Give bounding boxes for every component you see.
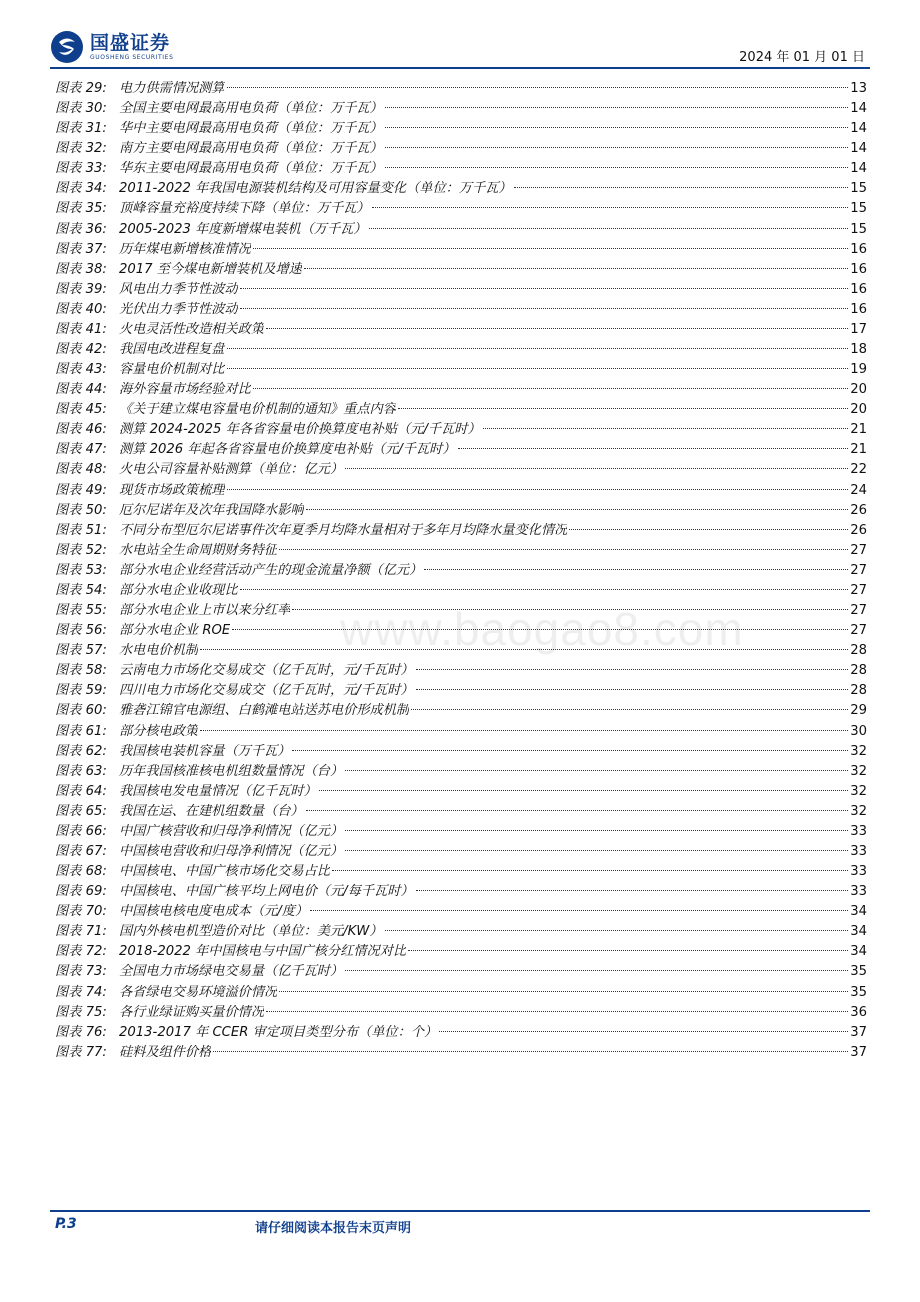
toc-entry-page: 32 [850,743,867,759]
toc-entry-label: 图表 31: [55,121,107,137]
table-of-figures [55,79,867,1063]
toc-leader-dots [398,408,848,409]
toc-entry-page: 18 [850,342,867,358]
toc-leader-dots [213,1051,848,1052]
toc-entry[interactable] [55,862,867,882]
toc-entry-label: 图表 42: [55,342,107,358]
toc-entry-page: 35 [850,984,867,1000]
toc-entry-page: 21 [850,442,867,458]
toc-entry-label: 图表 66: [55,823,107,839]
toc-entry[interactable] [55,420,867,440]
toc-entry[interactable] [55,340,867,360]
toc-entry-page: 27 [850,582,867,598]
toc-leader-dots [240,589,849,590]
toc-entry[interactable] [55,882,867,902]
toc-entry-label: 图表 32: [55,141,107,157]
toc-entry-label: 图表 60: [55,703,107,719]
toc-entry-title: 火电公司容量补贴测算（单位：亿元） [119,462,344,478]
toc-entry[interactable] [55,681,867,701]
toc-entry[interactable] [55,179,867,199]
toc-leader-dots [304,268,848,269]
toc-entry-title: 中国核电核电度电成本（元/度） [119,904,309,920]
toc-leader-dots [514,187,849,188]
toc-entry-title: 水电电价机制 [119,643,199,659]
toc-entry-page: 28 [850,663,867,679]
toc-entry-title: 现货市场政策梳理 [119,482,225,498]
toc-leader-dots [240,288,849,289]
toc-entry[interactable] [55,1003,867,1023]
toc-entry[interactable] [55,260,867,280]
toc-entry-page: 33 [850,843,867,859]
toc-entry-title: 火电灵活性改造相关政策 [119,321,265,337]
toc-entry-title: 2017 至今煤电新增装机及增速 [119,261,302,277]
toc-entry-page: 32 [850,803,867,819]
toc-entry[interactable] [55,400,867,420]
toc-entry-title: 测算 2024-2025 年各省容量电价换算度电补贴（元/千瓦时） [119,422,481,438]
toc-entry-label: 图表 37: [55,241,107,257]
toc-leader-dots [332,870,848,871]
toc-entry-label: 图表 39: [55,281,107,297]
toc-entry-label: 图表 63: [55,763,107,779]
toc-leader-dots [266,328,848,329]
header-divider [50,67,870,69]
toc-entry-page: 14 [850,121,867,137]
watermark: www.baogao8.com [340,603,744,655]
toc-entry-page: 36 [850,1004,867,1020]
toc-entry[interactable] [55,802,867,822]
toc-entry[interactable] [55,501,867,521]
toc-leader-dots [411,709,848,710]
toc-leader-dots [385,107,848,108]
toc-leader-dots [385,147,848,148]
toc-entry[interactable] [55,983,867,1003]
toc-entry[interactable] [55,661,867,681]
toc-entry-label: 图表 70: [55,904,107,920]
toc-entry-title: 测算 2026 年起各省容量电价换算度电补贴（元/千瓦时） [119,442,456,458]
toc-leader-dots [292,750,848,751]
toc-entry-title: 电力供需情况测算 [119,81,225,96]
toc-leader-dots [319,790,848,791]
toc-entry-title: 国内外核电机型造价对比（单位：美元/KW） [119,924,383,940]
toc-entry[interactable] [55,159,867,179]
toc-entry-title: 历年煤电新增核准情况 [119,241,251,257]
toc-entry[interactable] [55,521,867,541]
toc-leader-dots [385,127,848,128]
guosheng-logo-icon [50,30,84,64]
toc-leader-dots [345,830,848,831]
toc-leader-dots [310,910,848,911]
toc-entry-label: 图表 45: [55,402,107,418]
toc-entry-title: 中国核电、中国广核市场化交易占比 [119,864,330,880]
toc-entry[interactable] [55,942,867,962]
brand-name: 国盛证券 [90,32,171,54]
toc-entry-title: 云南电力市场化交易成交（亿千瓦时，元/千瓦时） [119,663,414,679]
toc-entry[interactable] [55,782,867,802]
toc-entry-label: 图表 48: [55,462,107,478]
toc-leader-dots [372,207,849,208]
toc-entry-label: 图表 57: [55,643,107,659]
toc-entry-label: 图表 36: [55,221,107,237]
toc-entry-title: 各行业绿证购买量价情况 [119,1004,265,1020]
toc-entry[interactable] [55,380,867,400]
toc-entry-page: 14 [850,161,867,177]
toc-leader-dots [424,569,848,570]
toc-leader-dots [279,549,848,550]
toc-entry-label: 图表 76: [55,1024,107,1040]
toc-entry-page: 14 [850,141,867,157]
toc-entry-label: 图表 53: [55,562,107,578]
toc-entry-label: 图表 41: [55,321,107,337]
toc-entry-title: 华中主要电网最高用电负荷（单位：万千瓦） [119,121,383,137]
toc-entry-page: 28 [850,683,867,699]
toc-entry-page: 17 [850,321,867,337]
footer-disclaimer: 请仔细阅读本报告末页声明 [255,1221,412,1236]
toc-entry-page: 15 [850,201,867,217]
toc-entry-label: 图表 34: [55,181,107,197]
toc-entry-title: 我国核电发电量情况（亿千瓦时） [119,783,317,799]
toc-leader-dots [385,930,849,931]
toc-entry-page: 24 [850,482,867,498]
toc-entry-label: 图表 71: [55,924,107,940]
toc-entry-label: 图表 67: [55,843,107,859]
toc-leader-dots [227,368,849,369]
toc-entry[interactable] [55,902,867,922]
toc-entry[interactable] [55,541,867,561]
toc-entry-label: 图表 75: [55,1004,107,1020]
toc-entry-title: 2011-2022 年我国电源装机结构及可用容量变化（单位：万千瓦） [119,181,512,197]
toc-leader-dots [369,228,849,229]
toc-leader-dots [439,1031,848,1032]
toc-leader-dots [569,529,848,530]
toc-entry-page: 16 [850,241,867,257]
toc-entry-label: 图表 72: [55,944,107,960]
toc-entry[interactable] [55,842,867,862]
toc-entry[interactable] [55,139,867,159]
toc-entry-label: 图表 35: [55,201,107,217]
toc-entry[interactable] [55,280,867,300]
toc-entry-page: 32 [850,763,867,779]
toc-entry-label: 图表 55: [55,603,107,619]
toc-entry-title: 部分水电企业经营活动产生的现金流量净额（亿元） [119,562,423,578]
toc-entry-title: 华东主要电网最高用电负荷（单位：万千瓦） [119,161,383,177]
toc-entry[interactable] [55,360,867,380]
toc-entry-title: 2013-2017 年 CCER 审定项目类型分布（单位：个） [119,1024,438,1040]
toc-entry-page: 16 [850,261,867,277]
toc-entry-title: 我国在运、在建机组数量（台） [119,803,304,819]
toc-entry-title: 中国广核营收和归母净利情况（亿元） [119,823,344,839]
toc-entry-label: 图表 30: [55,101,107,117]
toc-entry-title: 历年我国核准核电机组数量情况（台） [119,763,344,779]
toc-leader-dots [279,991,848,992]
toc-leader-dots [385,167,848,168]
toc-leader-dots [200,730,848,731]
toc-entry-title: 全国电力市场绿电交易量（亿千瓦时） [119,964,344,980]
toc-entry[interactable] [55,822,867,842]
toc-entry-label: 图表 29: [55,81,107,96]
toc-entry-title: 部分核电政策 [119,723,199,739]
toc-leader-dots [416,669,849,670]
toc-entry-page: 34 [850,904,867,920]
toc-entry-label: 图表 65: [55,803,107,819]
toc-leader-dots [345,770,848,771]
toc-entry-title: 部分水电企业上市以来分红率 [119,603,291,619]
toc-entry-page: 20 [850,382,867,398]
toc-entry-page: 34 [850,944,867,960]
toc-leader-dots [227,489,849,490]
toc-entry-title: 全国主要电网最高用电负荷（单位：万千瓦） [119,101,383,117]
toc-leader-dots [416,890,849,891]
toc-entry-page: 21 [850,422,867,438]
brand-name-en: GUOSHENG SECURITIES [90,54,174,61]
toc-entry-label: 图表 47: [55,442,107,458]
toc-entry-page: 16 [850,301,867,317]
toc-entry[interactable] [55,220,867,240]
toc-entry-title: 中国核电营收和归母净利情况（亿元） [119,843,344,859]
toc-entry[interactable] [55,320,867,340]
toc-entry[interactable] [55,561,867,581]
toc-entry[interactable] [55,119,867,139]
toc-entry-title: 顶峰容量充裕度持续下降（单位：万千瓦） [119,201,370,217]
toc-entry-page: 27 [850,603,867,619]
toc-leader-dots [227,87,849,88]
toc-entry-page: 29 [850,703,867,719]
toc-entry-label: 图表 44: [55,382,107,398]
toc-entry[interactable] [55,962,867,982]
toc-entry-label: 图表 50: [55,502,107,518]
toc-entry-label: 图表 56: [55,623,107,639]
toc-entry-title: 雅砻江锦官电源组、白鹤滩电站送苏电价形成机制 [119,703,410,719]
toc-entry-title: 中国核电、中国广核平均上网电价（元/每千瓦时） [119,884,414,900]
toc-entry-page: 33 [850,823,867,839]
toc-leader-dots [483,428,849,429]
toc-entry[interactable] [55,581,867,601]
toc-entry-title: 2005-2023 年度新增煤电装机（万千瓦） [119,221,367,237]
toc-entry-title: 厄尔尼诺年及次年我国降水影响 [119,502,304,518]
toc-entry-page: 15 [850,221,867,237]
toc-entry[interactable] [55,701,867,721]
toc-entry-page: 32 [850,783,867,799]
toc-entry-label: 图表 52: [55,542,107,558]
toc-entry-page: 26 [850,522,867,538]
toc-entry-title: 四川电力市场化交易成交（亿千瓦时，元/千瓦时） [119,683,414,699]
toc-entry[interactable] [55,722,867,742]
toc-entry-title: 风电出力季节性波动 [119,281,238,297]
toc-entry-title: 部分水电企业收现比 [119,582,238,598]
toc-entry-title: 南方主要电网最高用电负荷（单位：万千瓦） [119,141,383,157]
toc-entry[interactable] [55,1023,867,1043]
toc-leader-dots [306,509,849,510]
toc-entry-page: 14 [850,101,867,117]
toc-entry[interactable] [55,240,867,260]
toc-entry-page: 35 [850,964,867,980]
toc-entry-page: 27 [850,623,867,639]
toc-entry-page: 28 [850,643,867,659]
toc-entry-label: 图表 69: [55,884,107,900]
toc-entry-label: 图表 61: [55,723,107,739]
toc-entry[interactable] [55,300,867,320]
toc-entry-label: 图表 46: [55,422,107,438]
toc-entry-label: 图表 58: [55,663,107,679]
toc-entry[interactable] [55,481,867,501]
toc-entry[interactable] [55,1043,867,1063]
footer-divider [50,1210,870,1212]
toc-leader-dots [227,348,849,349]
toc-entry-title: 我国电改进程复盘 [119,342,225,358]
toc-entry-label: 图表 49: [55,482,107,498]
toc-entry-page: 15 [850,181,867,197]
toc-entry-page: 33 [850,864,867,880]
toc-leader-dots [345,850,848,851]
toc-entry-title: 海外容量市场经验对比 [119,382,251,398]
toc-entry-label: 图表 59: [55,683,107,699]
toc-entry-title: 各省绿电交易环境溢价情况 [119,984,278,1000]
toc-entry-page: 16 [850,281,867,297]
toc-leader-dots [266,1011,848,1012]
toc-entry-label: 图表 62: [55,743,107,759]
toc-entry-title: 部分水电企业 ROE [119,623,231,639]
toc-entry[interactable] [55,742,867,762]
toc-entry-label: 图表 68: [55,864,107,880]
toc-leader-dots [345,468,848,469]
toc-entry[interactable] [55,460,867,480]
toc-entry[interactable] [55,440,867,460]
toc-entry-label: 图表 74: [55,984,107,1000]
toc-entry-title: 我国核电装机容量（万千瓦） [119,743,291,759]
toc-leader-dots [458,448,849,449]
toc-entry-label: 图表 73: [55,964,107,980]
toc-entry-label: 图表 43: [55,362,107,378]
toc-entry-page: 27 [850,562,867,578]
toc-entry-title: 2018-2022 年中国核电与中国广核分红情况对比 [119,944,407,960]
toc-entry-page: 20 [850,402,867,418]
toc-entry-page: 26 [850,502,867,518]
toc-entry-title: 水电站全生命周期财务特征 [119,542,278,558]
page-number: P.3 [55,1216,77,1232]
toc-entry-page: 13 [850,81,867,96]
toc-entry-title: 光伏出力季节性波动 [119,301,238,317]
toc-entry[interactable] [55,79,867,99]
toc-leader-dots [306,810,849,811]
toc-entry-page: 37 [850,1044,867,1060]
toc-entry-label: 图表 33: [55,161,107,177]
toc-entry-page: 34 [850,924,867,940]
toc-entry-page: 27 [850,542,867,558]
toc-leader-dots [240,308,849,309]
toc-entry-page: 33 [850,884,867,900]
toc-entry-label: 图表 54: [55,582,107,598]
toc-entry[interactable] [55,922,867,942]
toc-leader-dots [416,689,849,690]
toc-leader-dots [408,950,848,951]
toc-leader-dots [345,970,848,971]
toc-entry-label: 图表 64: [55,783,107,799]
toc-entry[interactable] [55,99,867,119]
toc-entry-label: 图表 77: [55,1044,107,1060]
toc-leader-dots [253,248,848,249]
toc-entry-title: 容量电价机制对比 [119,362,225,378]
toc-entry-label: 图表 40: [55,301,107,317]
toc-entry-label: 图表 38: [55,261,107,277]
toc-entry[interactable] [55,762,867,782]
toc-entry-title: 《关于建立煤电容量电价机制的通知》重点内容 [119,402,396,418]
report-date: 2024 年 01 月 01 日 [739,50,865,65]
page-header [0,0,920,80]
company-logo [50,30,173,64]
toc-leader-dots [253,388,848,389]
toc-entry-page: 19 [850,362,867,378]
toc-entry-page: 22 [850,462,867,478]
toc-entry-title: 不同分布型厄尔尼诺事件次年夏季月均降水量相对于多年月均降水量变化情况 [119,522,568,538]
toc-entry-page: 37 [850,1024,867,1040]
toc-entry-title: 硅料及组件价格 [119,1044,212,1060]
toc-entry-page: 30 [850,723,867,739]
toc-entry-label: 图表 51: [55,522,107,538]
toc-entry[interactable] [55,199,867,219]
